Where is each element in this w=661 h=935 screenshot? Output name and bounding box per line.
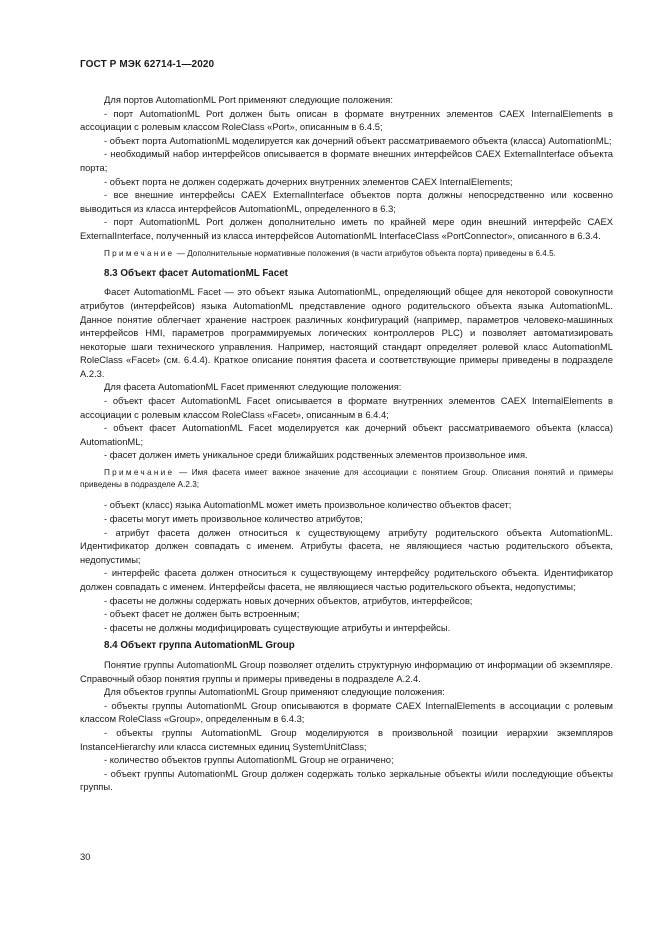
list-item: - объект порта AutomationML моделируется как дочерний объект рассматриваемого объекта (класса) AutomationML; xyxy=(104,134,612,146)
list-item: - количество объектов группы AutomationML Group не ограничено; xyxy=(104,754,394,766)
list-item: - интерфейс фасета должен относиться к существующему интерфейсу родительского объекта. Идентификатор должен совпадать с именем. Интерфейсы фасета, не являющиеся частью родительского объекта, недопустимы; xyxy=(80,567,613,593)
note-text: — Дополнительные нормативные положения (в части атрибутов объекта порта) приведены в 6.4.5. xyxy=(174,248,556,258)
note-text: — Имя фасета имеет важное значение для ассоциации с понятием Group. Описания понятий и примеры приведены в подразделе А.2.3; xyxy=(80,468,613,490)
list-item: - объект группы AutomationML Group должен содержать только зеркальные объекты и/или последующие объекты группы. xyxy=(80,767,613,793)
list-item: - объекты группы AutomationML Group моделируются в произвольной позиции иерархии экземпляров InstanceHierarchy или класса системных единиц SystemUnitClass; xyxy=(80,726,613,752)
note-label: Примечание xyxy=(104,468,175,478)
list-item: - фасеты не должны модифицировать существующие атрибуты и интерфейсы. xyxy=(104,621,451,633)
list-item: - фасеты могут иметь произвольное количество атрибутов; xyxy=(104,513,363,525)
list-item: - объект фасет AutomationML Facet описывается в формате внутренних элементов CAEX InternalElements в ассоциации с ролевым классом RoleClass «Facet», описанным в 6.4.4; xyxy=(80,395,613,420)
list-item: - все внешние интерфейсы CAEX ExternalInterface объектов порта должны непосредственно или косвенно выводиться из класса интерфейсов AutomationML, определенного в 6.3; xyxy=(80,189,613,214)
page-content xyxy=(80,93,613,794)
list-item: - объект порта не должен содержать дочерних внутренних элементов CAEX InternalElements; xyxy=(104,175,513,187)
list-item: - атрибут фасета должен относиться к существующему атрибуту родительского объекта AutomationML. Идентификатор должен совпадать с именем. Атрибуты фасета, не являющиеся частью родительского объекта, недопустимы; xyxy=(80,526,613,565)
paragraph: Для портов AutomationML Port применяют следующие положения: xyxy=(104,94,393,105)
paragraph: Для фасета AutomationML Facet применяют следующие положения: xyxy=(104,381,402,393)
list-item: - объект фасет AutomationML Facet моделируется как дочерний объект рассматриваемого объекта (класса) AutomationML; xyxy=(80,422,613,447)
list-item: - объекты группы AutomationML Group описываются в формате CAEX InternalElements в ассоциации с ролевым классом RoleClass «Group», определенным в 6.4.3; xyxy=(80,699,613,725)
list-item: - фасеты не должны содержать новых дочерних объектов, атрибутов, интерфейсов; xyxy=(104,594,473,606)
note xyxy=(80,467,613,491)
page-number: 30 xyxy=(80,851,91,862)
list-item: - порт AutomationML Port должен быть описан в формате внутренних элементов CAEX InternalElements в ассоциации с ролевым классом RoleClass «Port», описанным в 6.4.5; xyxy=(80,107,613,133)
section-heading: 8.3 Объект фасет AutomationML Facet xyxy=(104,267,288,279)
list-item: - порт AutomationML Port должен дополнительно иметь по крайней мере один внешний интерфейс CAEX ExternalInterface, полученный из класса интерфейсов AutomationML InterfaceClass «PortConnector», описанного в 6.3.4. xyxy=(80,216,613,241)
section-heading: 8.4 Объект группа AutomationML Group xyxy=(104,640,295,652)
list-item: - объект фасет не должен быть встроенным; xyxy=(104,608,300,620)
list-item: - фасет должен иметь уникальное среди ближайших родственных элементов произвольное имя. xyxy=(104,449,528,461)
note-label: Примечание xyxy=(104,248,175,258)
paragraph: Для объектов группы AutomationML Group применяют следующие положения: xyxy=(104,686,445,698)
paragraph: Фасет AutomationML Facet — это объект языка AutomationML, определяющий общее для некоторой совокупности атрибутов (интерфейсов) языка AutomationML представление одного родительского объекта языка AutomationML. Данное понятие облегчает хранение настроек различных конфигураций (например, параметров человеко-машинных интерфейсов HMI, параметров программируемых логических контроллеров PLC) и позволяет автоматизировать некоторые шаги технического управления. Например, настоящий стандарт определяет ролевой класс AutomationML RoleClass «Facet» (см. 6.4.4). Краткое описание понятия фасета и соответствующие примеры приведены в подразделе А.2.3. xyxy=(80,286,613,379)
paragraph: Понятие группы AutomationML Group позволяет отделить структурную информацию от информации об экземпляре. Справочный обзор понятия группы и примеры приведены в подразделе А.2.4. xyxy=(80,658,613,684)
page-header-title: ГОСТ Р МЭК 62714-1—2020 xyxy=(80,59,215,70)
note xyxy=(80,248,613,260)
list-item: - объект (класс) языка AutomationML может иметь произвольное количество объектов фасет; xyxy=(104,499,512,511)
list-item: - необходимый набор интерфейсов описывается в формате внешних интерфейсов CAEX ExternalInterface объекта порта; xyxy=(80,148,613,173)
